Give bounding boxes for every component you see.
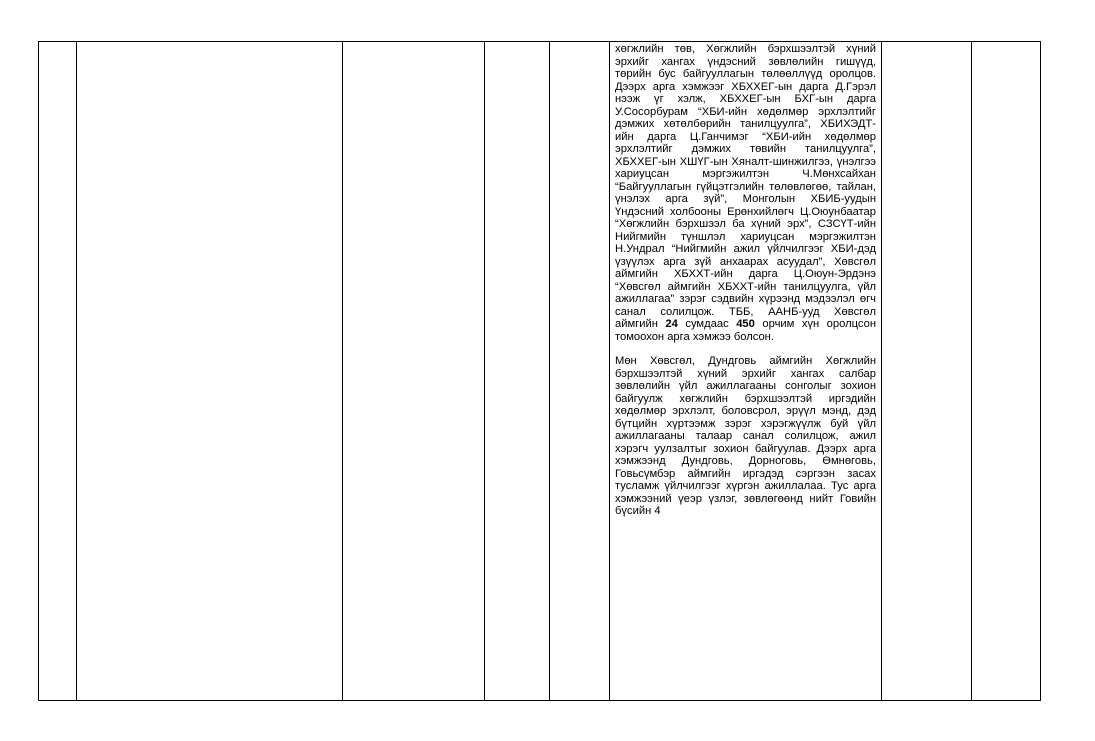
paragraph-1-text-a: хөгжлийн төв, Хөгжлийн бэрхшээлтэй хүний эрхийг хангах үндэсний зөвлөлийн гишүүд, төрийн бус байгууллагын төлөөллүүд оролцов. Дээрх арга хэмжээг ХБХХЕГ-ын дарга Д.Гэрэл нээж үг хэлж, ХБХХЕГ-ын БХГ-ын дарга У.Сосорбурам “ХБИ-ийн хөдөлмөр эрхлэлтийг дэмжих хөтөлбөрийн танилцуулга”, ХБИХЭДТ-ийн дарга Ц.Ганчимэг “ХБИ-ийн хөдөлмөр эрхлэлтийг дэмжих төвийн танилцуулга”, ХБХХЕГ-ын ХШҮГ-ын Хяналт-шинжилгээ, үнэлгээ хариуцсан мэргэжилтэн Ч.Мөнхсайхан “Байгууллагын гүйцэтгэлийн төлөвлөгөө, тайлан, үнэлэх арга зүй”, Монголын ХБИБ-уудын Үндэсний холбооны Ерөнхийлөгч Ц.Оюунбаатар “Хөгжлийн бэрхшээл ба хүний эрх”, СЗСҮТ-ийн Нийгмийн түншлэл хариуцсан мэргэжилтэн Н.Ундрал “Нийгмийн ажил үйлчилгээг ХБИ-дэд үзүүлэх арга зүй анхаарах асуудал”, Хөвсгөл аймгийн ХБХХТ-ийн дарга Ц.Оюун-Эрдэнэ “Хөвсгөл аймгийн ХБХХТ-ийн танилцуулга, үйл ажиллагаа” зэрэг сэдвийн хүрээнд мэдээлэл өгч санал солилцож. ТББ, ААНБ-ууд Хөвсгөл аймгийн	[615, 43, 876, 330]
table-cell-col4	[485, 42, 550, 701]
table-cell-col2	[77, 42, 343, 701]
description-paragraph-1	[615, 43, 876, 343]
participant-count: 450	[736, 318, 755, 330]
table-cell-col8	[972, 42, 1041, 701]
paragraph-1-text-c: орчим хүн оролцсон томоохон арга хэмжээ болсон.	[615, 318, 877, 343]
table-cell-col7	[882, 42, 972, 701]
document-table	[38, 41, 1041, 701]
table-cell-col5	[550, 42, 610, 701]
paragraph-1-text-b: сумдаас	[685, 318, 729, 330]
table-cell-col3	[343, 42, 485, 701]
municipality-count: 24	[665, 318, 678, 330]
table-cell-description	[610, 42, 882, 701]
table-cell-col1	[39, 42, 77, 701]
description-paragraph-2: Мөн Хөвсгөл, Дундговь аймгийн Хөгжлийн бэрхшээлтэй хүний эрхийг хангах салбар зөвлөлийн үйл ажиллагааны сонголыг зохион байгуулж хөгжлийн бэрхшээлтэй иргэдийн хөдөлмөр эрхлэлт, боловсрол, эрүүл мэнд, дэд бүтцийн хүртээмж зэрэг хэрэгжүүлж буй үйл ажиллагааны талаар санал солилцож, ажил хэрэгч уулзалтыг зохион байгуулав. Дээрх арга хэмжээнд Дундговь, Дорноговь, Өмнөговь, Говьсүмбэр аймгийн иргэдэд сэргээн засах тусламж үйлчилгээг хүргэн ажиллалаа. Тус арга хэмжээний үеэр үзлэг, зөвлөгөөнд нийт Говийн бүсийн 4	[615, 355, 876, 517]
table-row	[39, 42, 1041, 701]
